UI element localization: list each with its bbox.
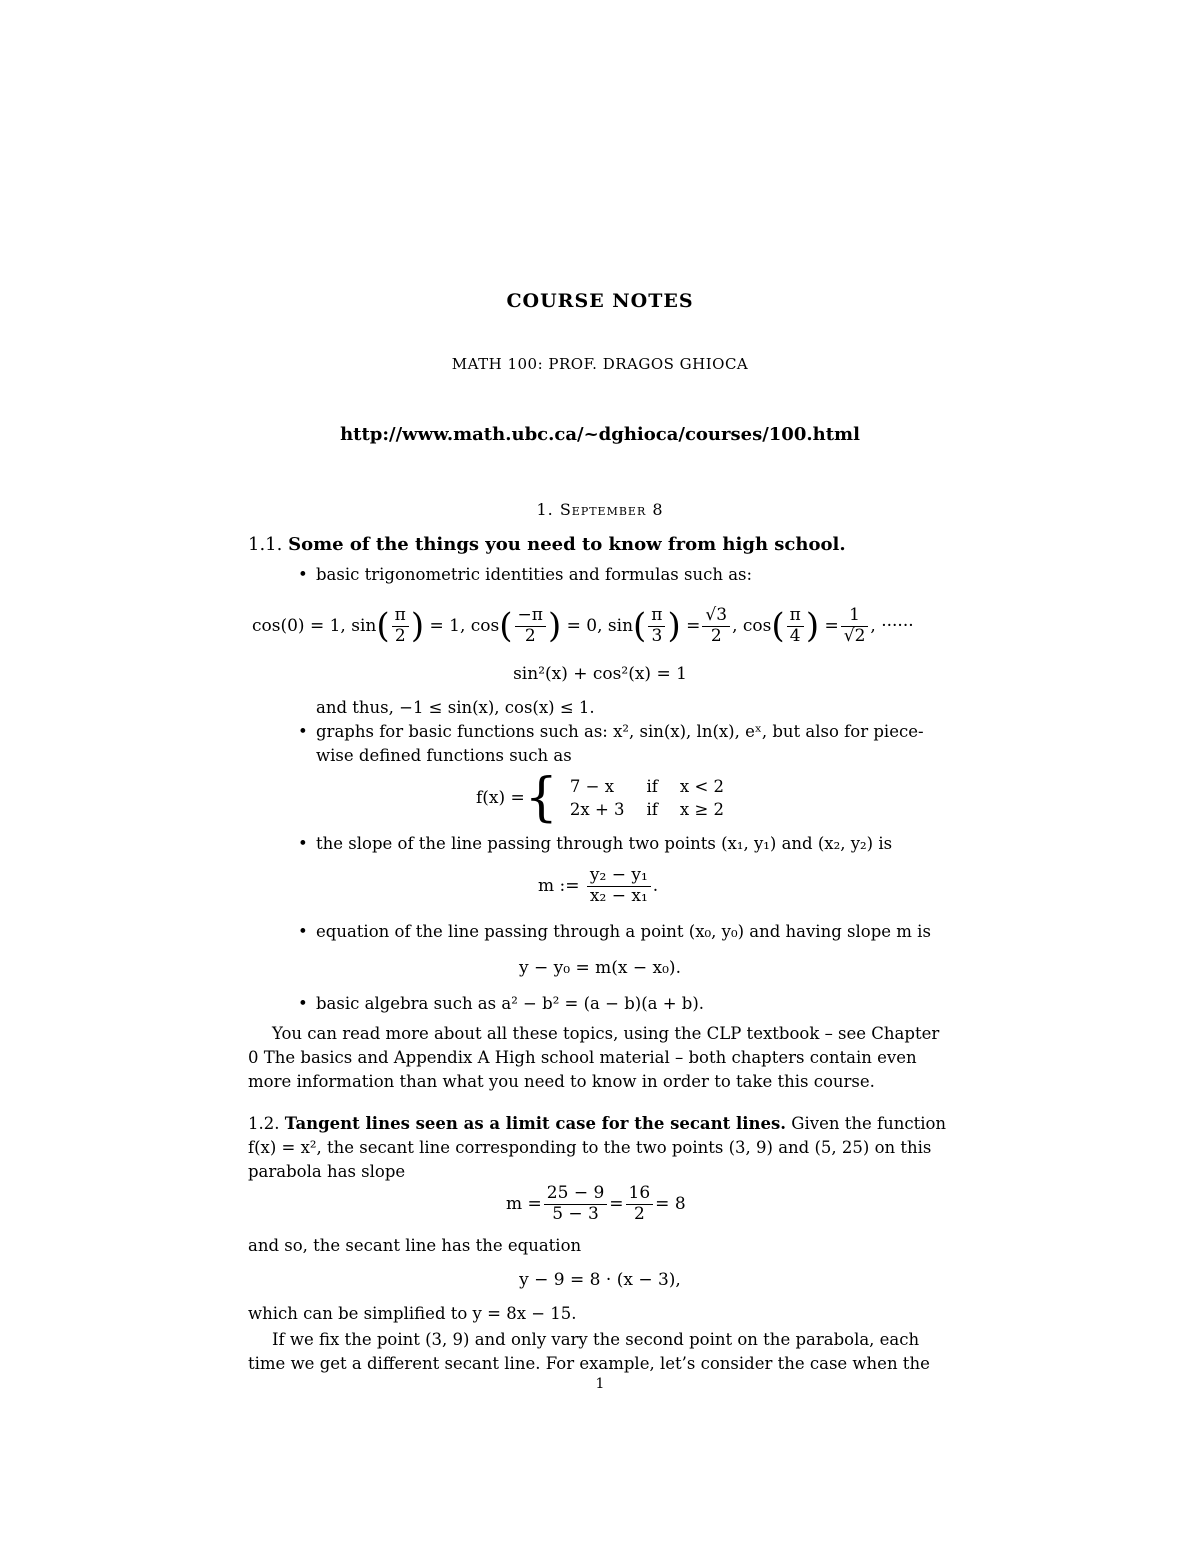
eq-part: = (609, 1194, 624, 1215)
bounds-text: and thus, −1 ≤ sin(x), cos(x) ≤ 1. (316, 698, 595, 717)
bullet-graphs: • graphs for basic functions such as: x², sin(x), ln(x), eˣ, but also for piece- (298, 722, 924, 741)
eq-part: √3 (702, 606, 730, 627)
subsection-title: Tangent lines seen as a limit case for the secant lines. (284, 1114, 787, 1133)
secant-slope (506, 1184, 686, 1224)
bullet-text: graphs for basic functions such as: x², sin(x), ln(x), eˣ, but also for piece- (316, 722, 924, 741)
eq-part: cos(0) = 1, (252, 616, 346, 636)
bullet-text: equation of the line passing through a point (x₀, y₀) and having slope m is (316, 922, 931, 941)
eq-part: 16 (626, 1184, 654, 1205)
eq-part: π (648, 606, 665, 627)
page-title: COURSE NOTES (506, 290, 694, 312)
eq-part: = 1, (429, 616, 466, 636)
piecewise-function: f(x) = { 7 − x if x < 2 2x + 3 if x ≥ 2 (476, 772, 736, 824)
eq-part: x ≥ 2 (679, 800, 725, 819)
eq-part: 2x + 3 (569, 800, 625, 819)
subsection-heading-1 (248, 534, 846, 555)
slope-formula (538, 866, 658, 906)
simplified-text: which can be simplified to y = 8x − 15. (248, 1304, 577, 1323)
eq-part: 4 (789, 625, 801, 646)
bullet-algebra: • basic algebra such as a² − b² = (a − b)(a + b). (298, 994, 705, 1013)
eq-part: = (824, 616, 839, 636)
eq-part: 2 (394, 625, 406, 646)
bullet-slope: • the slope of the line passing through two points (x₁, y₁) and (x₂, y₂) is (298, 834, 893, 853)
bullet-trig: • basic trigonometric identities and formulas such as: (298, 565, 753, 584)
eq-part: 2 (633, 1203, 645, 1224)
page-number: 1 (595, 1376, 605, 1392)
eq-part: sin (351, 616, 377, 636)
bullet-text: the slope of the line passing through two points (x₁, y₁) and (x₂, y₂) is (316, 834, 893, 853)
eq-part: √2 (843, 625, 866, 646)
section-title: September 8 (559, 500, 664, 519)
eq-part: 3 (651, 625, 663, 646)
piecewise-cases (558, 774, 736, 823)
eq-part: x < 2 (679, 776, 725, 796)
bullet-text: basic algebra such as a² − b² = (a − b)(a + b). (316, 994, 705, 1013)
point-slope-formula: y − y₀ = m(x − x₀). (519, 958, 681, 978)
eq-part: x₂ − x₁ (589, 885, 648, 906)
eq-part: f(x) = (476, 788, 525, 808)
eq-part: 2 (524, 625, 536, 646)
eq-part: 2 (710, 625, 722, 646)
eq-part: sin (607, 616, 634, 636)
eq-part: π (392, 606, 409, 627)
eq-part: , (732, 616, 738, 636)
eq-part: = (686, 616, 701, 636)
section-heading (0, 500, 1200, 519)
eq-part: cos (470, 616, 500, 636)
eq-part: m = (506, 1194, 542, 1215)
eq-part: . (652, 876, 659, 897)
subsection-2 (248, 1112, 953, 1184)
eq-part: = 0, (566, 616, 603, 636)
subsection-number: 1.2. (248, 1114, 280, 1133)
trig-equation: cos(0) = 1, sin ( $\frac{\pi}{2}$ ) = 1, cos ( $\frac{-\pi}{2}$ ) = 0, sin ( $\frac{\pi}{3}$ ) = $\frac{√3}{2}$ , cos ( $\frac{\pi}{4}$ ) = $\frac{1}{√2}$ , ······ (252, 604, 914, 646)
subsection-text: Given the function f(x) = x², the secant line corresponding to the two points (3, 9) and (5, 25) on this parabola has slope (248, 1114, 947, 1181)
section-number: 1. (536, 500, 554, 519)
eq-part: 1 (841, 606, 869, 627)
eq-part: if (646, 776, 658, 796)
bullet-point-slope: • equation of the line passing through a point (x₀, y₀) and having slope m is (298, 922, 931, 941)
eq-part: m := (538, 876, 580, 897)
eq-part: if (646, 800, 658, 819)
pythagorean-identity: sin²(x) + cos²(x) = 1 (513, 664, 687, 684)
subsection-number: 1.1. (248, 534, 283, 555)
clp-paragraph: You can read more about all these topics, using the CLP textbook – see Chapter 0 The basics and Appendix A High school material – both chapters contain even more information than what you need to know in order to take this course. (248, 1024, 940, 1091)
eq-part: π (787, 606, 804, 627)
eq-part: , ······ (870, 616, 914, 636)
subsection-title: Some of the things you need to know from high school. (288, 534, 846, 555)
eq-part: y₂ − y₁ (587, 866, 651, 887)
eq-part: = 8 (655, 1194, 686, 1215)
fix-point-paragraph: If we fix the point (3, 9) and only vary the second point on the parabola, each time we get a different secant line. For example, let’s consider the case when the (248, 1330, 930, 1373)
eq-part: 7 − x (569, 776, 615, 796)
eq-part: cos (742, 616, 772, 636)
and-so-text: and so, the secant line has the equation (248, 1236, 582, 1255)
secant-line-equation: y − 9 = 8 · (x − 3), (519, 1270, 681, 1290)
bullet-graphs-cont: wise defined functions such as (316, 746, 572, 765)
eq-part: −π (515, 606, 546, 627)
eq-part: 25 − 9 (544, 1184, 608, 1205)
course-url: http://www.math.ubc.ca/~dghioca/courses/100.html (340, 424, 860, 445)
course-subtitle: MATH 100: PROF. DRAGOS GHIOCA (451, 355, 749, 373)
bullet-text: basic trigonometric identities and formulas such as: (316, 565, 753, 584)
eq-part: 5 − 3 (552, 1203, 599, 1224)
